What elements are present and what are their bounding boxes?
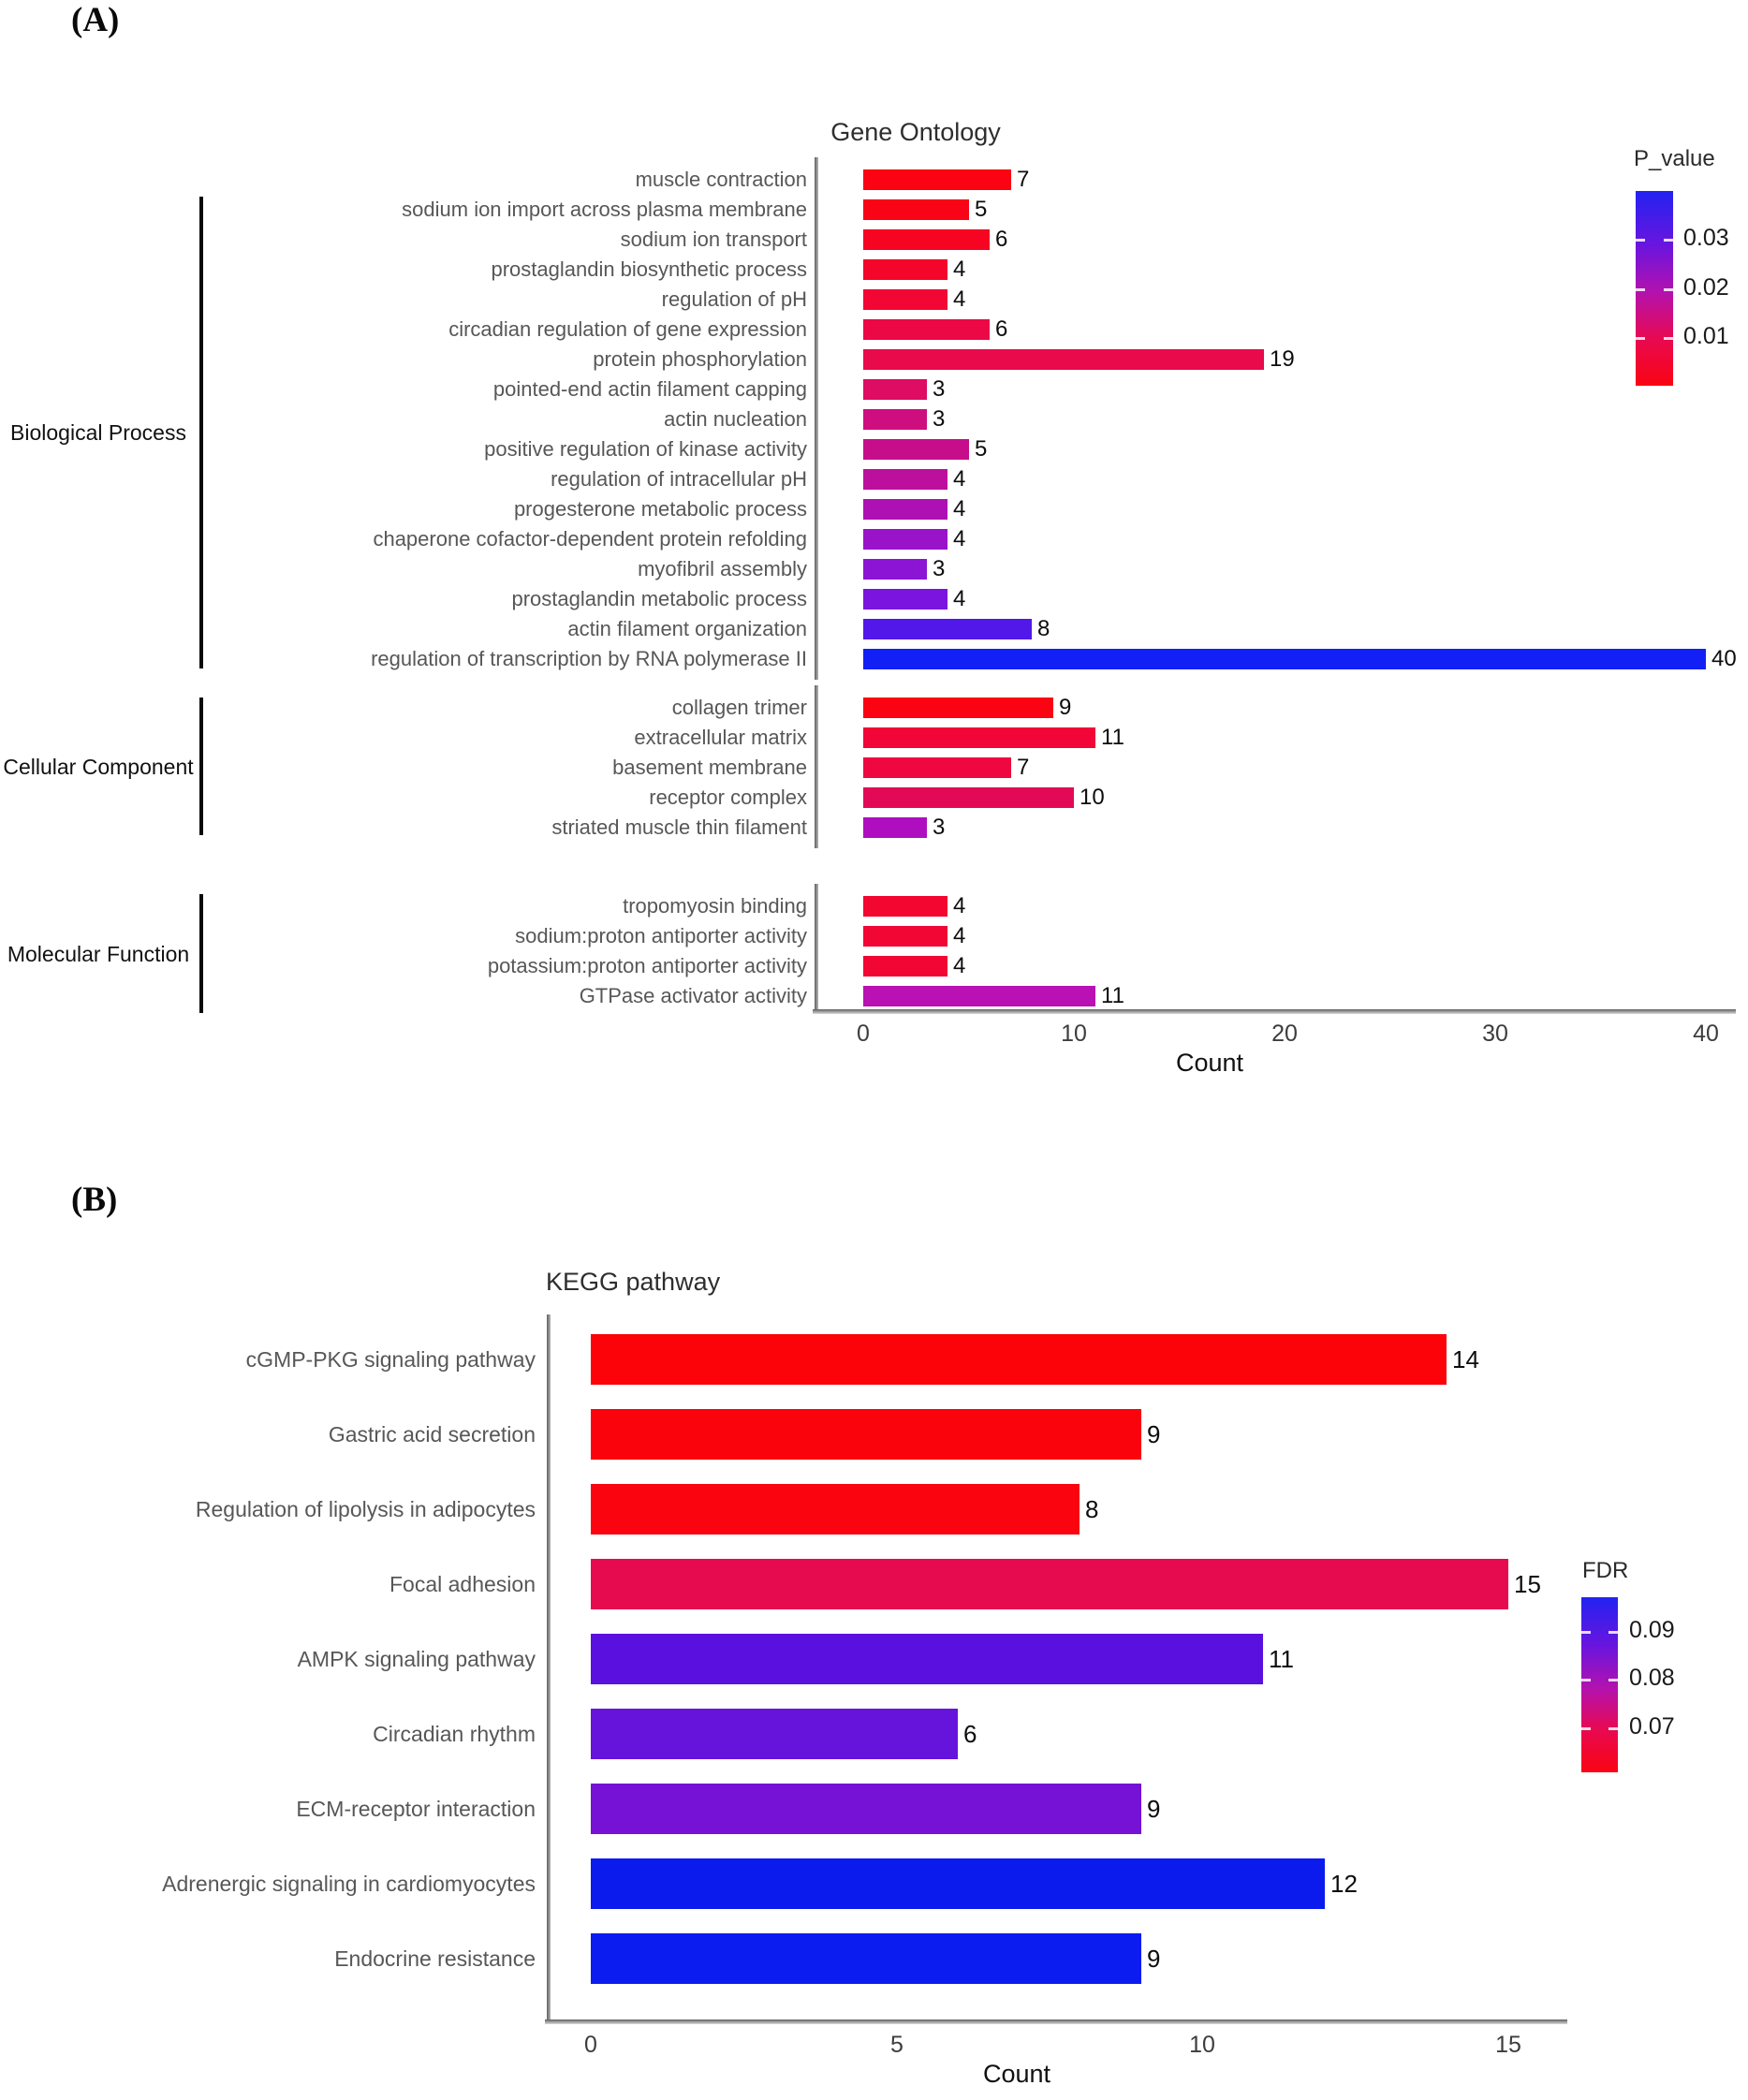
category-label: Regulation of lipolysis in adipocytes	[195, 1497, 536, 1521]
x-tick-label: 40	[1693, 1021, 1719, 1047]
category-label: myofibril assembly	[638, 557, 807, 580]
bar	[863, 896, 947, 917]
value-label: 15	[1514, 1570, 1541, 1598]
y-axis-segment	[815, 157, 818, 680]
value-label: 3	[933, 376, 946, 402]
bar	[863, 619, 1032, 639]
category-label: regulation of transcription by RNA polymerase II	[371, 647, 807, 670]
value-label: 4	[953, 496, 966, 521]
category-label: ECM-receptor interaction	[296, 1797, 536, 1821]
legend-tick-mark	[1581, 1679, 1591, 1681]
value-label: 9	[1147, 1795, 1161, 1823]
value-label: 11	[1269, 1645, 1294, 1673]
bar	[863, 289, 947, 310]
category-label: potassium:proton antiporter activity	[487, 954, 807, 977]
bar	[591, 1634, 1263, 1684]
category-label: regulation of intracellular pH	[551, 467, 807, 491]
category-label: Gastric acid secretion	[328, 1422, 536, 1447]
value-label: 8	[1037, 616, 1050, 641]
value-label: 10	[1080, 785, 1105, 810]
bar	[863, 349, 1264, 370]
category-label: tropomyosin binding	[623, 894, 807, 918]
category-label: receptor complex	[649, 786, 807, 809]
bar	[863, 529, 947, 550]
bar	[863, 817, 927, 838]
bar	[591, 1784, 1141, 1834]
bar	[863, 259, 947, 280]
legend-tick-mark	[1608, 1727, 1618, 1730]
bar	[591, 1709, 958, 1759]
legend-tick-mark	[1664, 288, 1673, 291]
value-label: 11	[1101, 983, 1124, 1008]
value-label: 14	[1452, 1345, 1479, 1373]
panel-b-label: (B)	[71, 1181, 118, 1219]
bar	[863, 649, 1706, 669]
category-label: Adrenergic signaling in cardiomyocytes	[162, 1872, 536, 1896]
legend-tick-mark	[1664, 337, 1673, 340]
value-label: 6	[963, 1720, 977, 1748]
legend-tick-label: 0.09	[1629, 1617, 1675, 1643]
x-tick-label: 10	[1061, 1021, 1087, 1047]
legend-tick-mark	[1581, 1727, 1591, 1730]
value-label: 7	[1017, 167, 1030, 192]
bar	[863, 469, 947, 490]
value-label: 9	[1147, 1945, 1161, 1973]
legend-tick-mark	[1636, 239, 1645, 242]
bar	[591, 1334, 1447, 1385]
bar	[863, 926, 947, 947]
x-tick-label: 20	[1271, 1021, 1298, 1047]
panel-a-legend-title: P_value	[1634, 146, 1715, 171]
panel-a-x-axis-label: Count	[1175, 1049, 1244, 1077]
category-label: muscle contraction	[635, 168, 807, 191]
value-label: 3	[933, 406, 946, 432]
legend-tick-mark	[1636, 288, 1645, 291]
bar	[863, 409, 927, 430]
category-label: collagen trimer	[671, 696, 807, 719]
value-label: 6	[995, 316, 1008, 342]
category-label: pointed-end actin filament capping	[492, 377, 807, 401]
category-label: sodium ion import across plasma membrane	[402, 198, 807, 221]
x-tick-label: 0	[584, 2032, 597, 2058]
x-tick-label: 15	[1495, 2032, 1521, 2058]
bar	[591, 1484, 1080, 1535]
category-label: positive regulation of kinase activity	[484, 437, 807, 461]
value-label: 4	[953, 286, 966, 312]
bar	[591, 1409, 1141, 1460]
panel-b-title: KEGG pathway	[546, 1268, 721, 1296]
bar	[863, 727, 1095, 748]
category-label: chaperone cofactor-dependent protein refolding	[373, 527, 807, 551]
bar	[591, 1559, 1508, 1609]
y-axis-segment	[547, 1314, 551, 2019]
legend-tick-mark	[1608, 1631, 1618, 1634]
category-label: cGMP-PKG signaling pathway	[245, 1347, 536, 1372]
group-label: Biological Process	[10, 420, 186, 445]
category-label: AMPK signaling pathway	[297, 1647, 536, 1671]
category-label: Circadian rhythm	[373, 1722, 536, 1746]
panel-a-x-axis-line	[813, 1009, 1736, 1014]
bar	[863, 439, 969, 460]
value-label: 6	[995, 227, 1008, 252]
value-label: 4	[953, 257, 966, 282]
x-tick-label: 30	[1482, 1021, 1508, 1047]
bar	[863, 589, 947, 609]
value-label: 11	[1101, 725, 1124, 750]
value-label: 4	[953, 586, 966, 611]
legend-tick-label: 0.07	[1629, 1713, 1675, 1740]
y-axis-segment	[815, 884, 818, 1009]
bar	[863, 229, 990, 250]
category-label: GTPase activator activity	[579, 984, 807, 1007]
category-label: extracellular matrix	[634, 726, 807, 749]
legend-tick-mark	[1581, 1631, 1591, 1634]
value-label: 5	[975, 197, 988, 222]
legend-tick-label: 0.03	[1683, 225, 1729, 251]
bar	[863, 199, 969, 220]
group-label: Molecular Function	[7, 942, 190, 966]
legend-tick-label: 0.08	[1629, 1665, 1675, 1691]
category-label: actin filament organization	[567, 617, 807, 640]
value-label: 3	[933, 815, 946, 840]
value-label: 4	[953, 526, 966, 551]
value-label: 9	[1147, 1420, 1161, 1448]
panel-b-x-axis-line	[545, 2019, 1567, 2024]
value-label: 4	[953, 953, 966, 978]
value-label: 8	[1085, 1495, 1099, 1523]
value-label: 4	[953, 923, 966, 948]
bar	[863, 319, 990, 340]
x-tick-label: 5	[890, 2032, 903, 2058]
bar	[591, 1933, 1141, 1984]
category-label: progesterone metabolic process	[513, 497, 807, 521]
panel-b-x-axis-label: Count	[982, 2060, 1051, 2088]
legend-tick-mark	[1636, 337, 1645, 340]
x-tick-label: 10	[1189, 2032, 1215, 2058]
category-label: Endocrine resistance	[334, 1946, 536, 1971]
category-label: regulation of pH	[661, 287, 807, 311]
bar	[591, 1858, 1325, 1909]
category-label: protein phosphorylation	[593, 347, 807, 371]
legend-tick-label: 0.02	[1683, 274, 1729, 301]
value-label: 7	[1017, 755, 1030, 780]
bar	[863, 499, 947, 520]
panel-a-title: Gene Ontology	[830, 118, 1001, 146]
category-label: prostaglandin biosynthetic process	[491, 257, 807, 281]
category-label: actin nucleation	[664, 407, 807, 431]
category-label: prostaglandin metabolic process	[511, 587, 807, 610]
category-label: sodium ion transport	[620, 228, 807, 251]
value-label: 4	[953, 893, 966, 918]
category-label: sodium:proton antiporter activity	[515, 924, 807, 947]
panel-a-label: (A)	[71, 1, 120, 39]
bar	[863, 787, 1074, 808]
value-label: 40	[1711, 646, 1737, 671]
x-tick-label: 0	[857, 1021, 870, 1047]
value-label: 5	[975, 436, 988, 462]
value-label: 4	[953, 466, 966, 492]
group-label: Cellular Component	[3, 755, 194, 779]
legend-tick-label: 0.01	[1683, 323, 1729, 349]
bar	[863, 956, 947, 977]
bar	[863, 986, 1095, 1006]
panel-b-legend-title: FDR	[1582, 1558, 1629, 1583]
category-label: circadian regulation of gene expression	[448, 317, 807, 341]
group-bracket	[199, 894, 203, 1013]
y-axis-segment	[815, 685, 818, 848]
legend-tick-mark	[1608, 1679, 1618, 1681]
value-label: 19	[1270, 346, 1295, 372]
legend-tick-mark	[1664, 239, 1673, 242]
bar	[863, 757, 1011, 778]
group-bracket	[199, 197, 203, 668]
group-bracket	[199, 698, 203, 835]
legend-colorbar	[1581, 1597, 1618, 1772]
value-label: 12	[1330, 1870, 1358, 1898]
category-label: striated muscle thin filament	[551, 815, 807, 839]
bar	[863, 169, 1011, 190]
value-label: 9	[1059, 695, 1072, 720]
category-label: Focal adhesion	[389, 1572, 536, 1596]
bar	[863, 559, 927, 580]
bar	[863, 379, 927, 400]
category-label: basement membrane	[612, 756, 807, 779]
value-label: 3	[933, 556, 946, 581]
bar	[863, 698, 1053, 718]
